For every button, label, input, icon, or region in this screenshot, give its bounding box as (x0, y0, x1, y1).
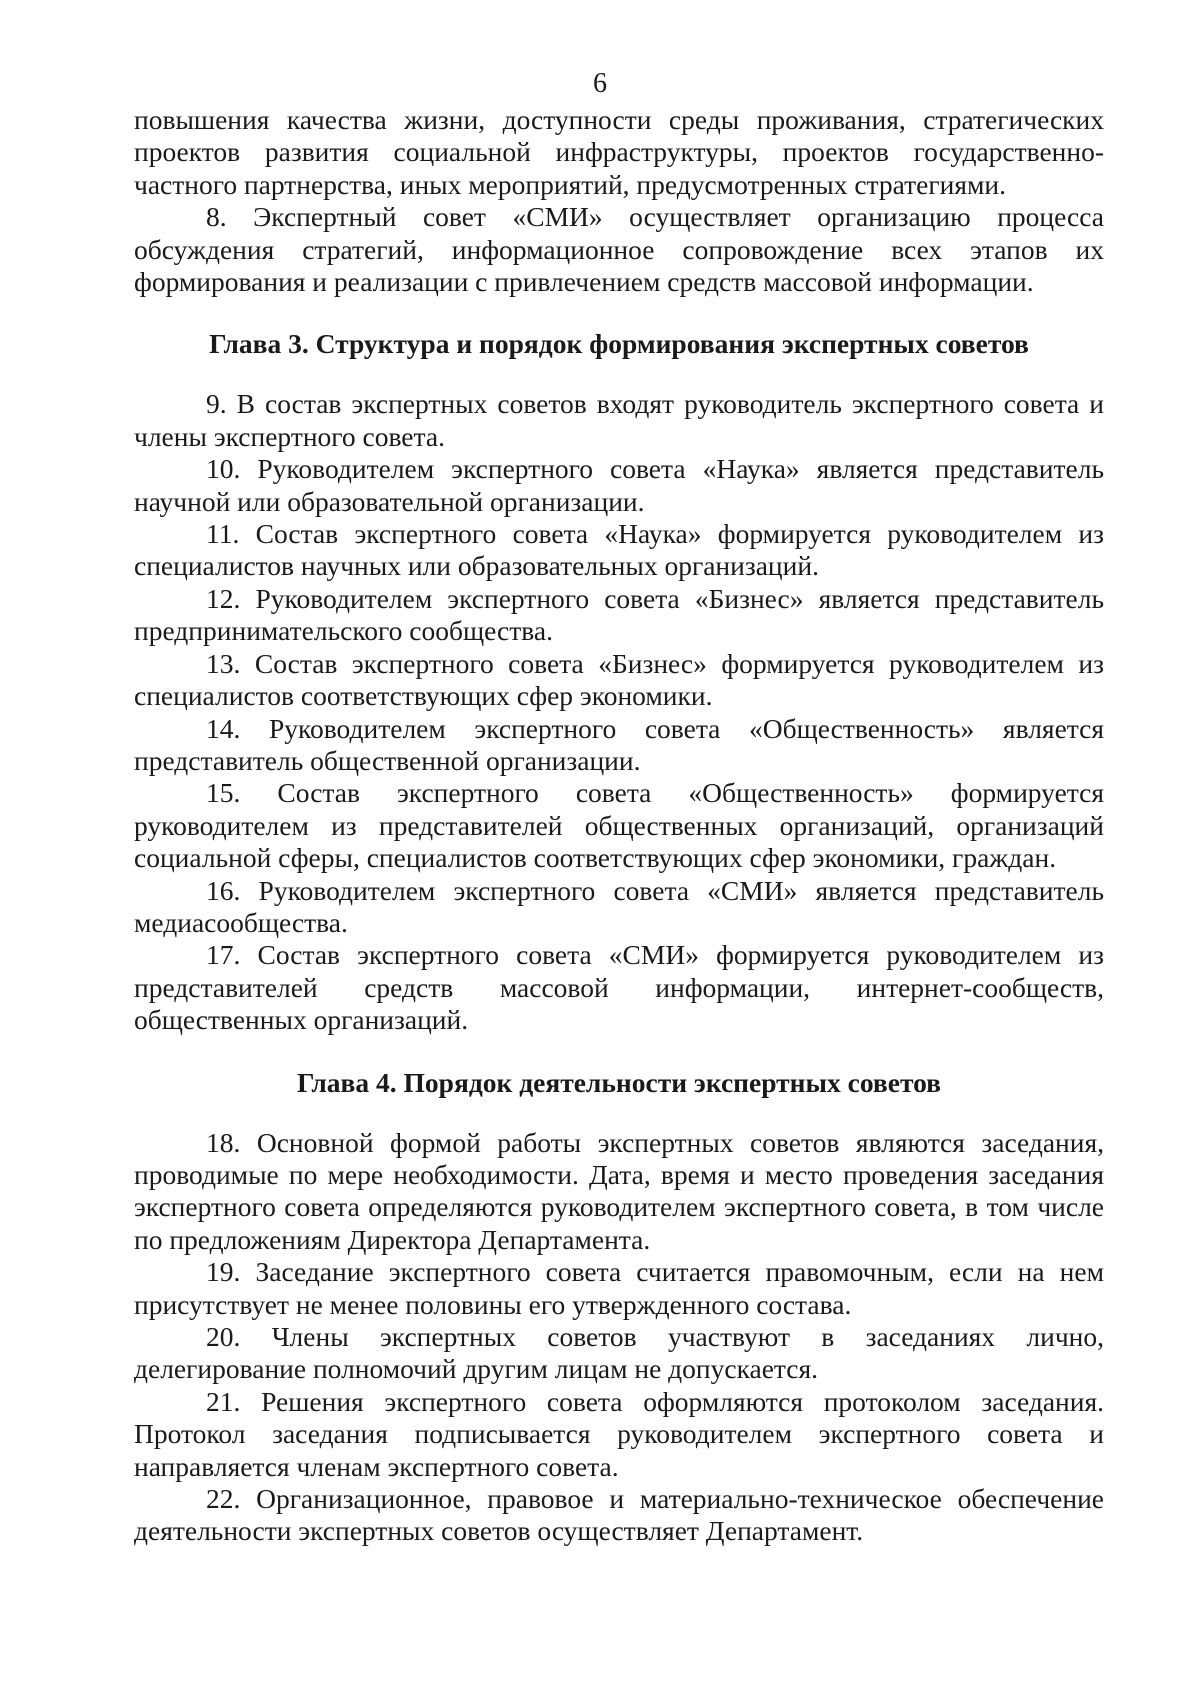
page-number: 6 (593, 68, 607, 99)
paragraph: 18. Основной формой работы экспертных советов являются заседания, проводимые по мере необходимости. Дата, время и место проведения заседания экспертного совета определяются руководителем экспертного совета, в том числе по предложениям Директора Департамента. (134, 1126, 1104, 1255)
paragraph: 17. Состав экспертного совета «СМИ» формируется руководителем из представителей средств массовой информации, интернет-сообществ, общественных организаций. (134, 939, 1104, 1036)
chapter-heading: Глава 3. Структура и порядок формирования экспертных советов (209, 328, 1029, 360)
paragraph: 14. Руководителем экспертного совета «Общественность» является представитель общественной организации. (134, 712, 1104, 776)
paragraph: 11. Состав экспертного совета «Наука» формируется руководителем из специалистов научных или образовательных организаций. (134, 518, 1104, 582)
paragraph: 12. Руководителем экспертного совета «Бизнес» является представитель предпринимательского сообщества. (134, 582, 1104, 647)
paragraph: 9. В состав экспертных советов входят руководитель экспертного совета и члены экспертного совета. (134, 388, 1104, 452)
paragraph: 13. Состав экспертного совета «Бизнес» формируется руководителем из специалистов соответствующих сфер экономики. (134, 647, 1104, 712)
paragraph: 8. Экспертный совет «СМИ» осуществляет организацию процесса обсуждения стратегий, информационное сопровождение всех этапов их формирования и реализации с привлечением средств массовой информации. (134, 201, 1104, 298)
chapter-heading: Глава 4. Порядок деятельности экспертных советов (296, 1066, 942, 1098)
paragraph: 20. Члены экспертных советов участвуют в заседаниях лично, делегирование полномочий другим лицам не допускается. (134, 1321, 1104, 1385)
paragraph: 10. Руководителем экспертного совета «Наука» является представитель научной или образовательной организации. (134, 453, 1104, 517)
paragraph: 15. Состав экспертного совета «Общественность» формируется руководителем из представителей общественных организаций, организаций социальной сферы, специалистов соответствующих сфер экономики, граждан. (134, 777, 1104, 874)
paragraph: 19. Заседание экспертного совета считается правомочным, если на нем присутствует не менее половины его утвержденного состава. (134, 1256, 1104, 1320)
paragraph: повышения качества жизни, доступности среды проживания, стратегических проектов развития социальной инфраструктуры, проектов государственно-частного партнерства, иных мероприятий, предусмотренных стратегиями. (134, 104, 1104, 200)
paragraph: 21. Решения экспертного совета оформляются протоколом заседания. Протокол заседания подписывается руководителем экспертного совета и направляется членам экспертного совета. (134, 1385, 1104, 1482)
document-body (134, 104, 1104, 1548)
paragraph: 22. Организационное, правовое и материально-техническое обеспечение деятельности экспертных советов осуществляет Департамент. (134, 1483, 1104, 1547)
paragraph: 16. Руководителем экспертного совета «СМИ» является представитель медиасообщества. (134, 874, 1104, 938)
